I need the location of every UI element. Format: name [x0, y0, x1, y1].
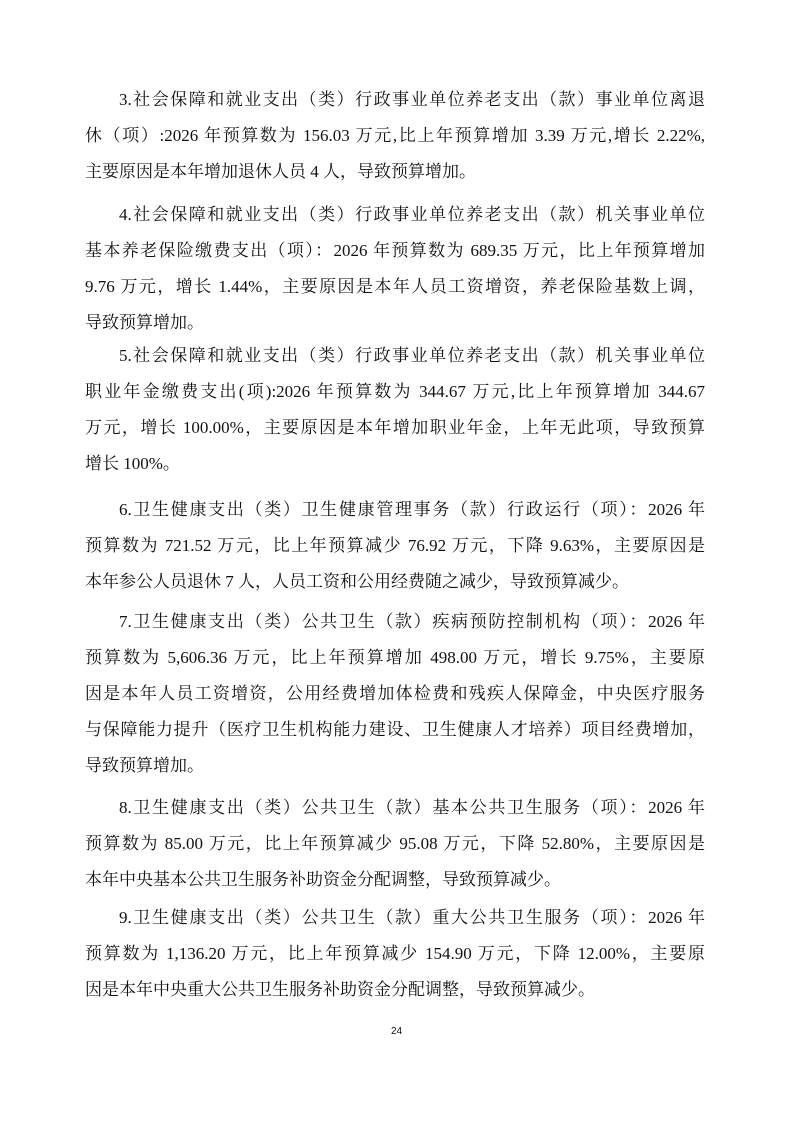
paragraph-3	[85, 82, 705, 190]
text-line: 4.社会保障和就业支出（类）行政事业单位养老支出（款）机关事业单位	[119, 205, 705, 224]
text-line: 预算数为 721.52 万元，比上年预算减少 76.92 万元，下降 9.63%，主要原因是	[85, 536, 705, 555]
text-line: 主要原因是本年增加退休人员 4 人，导致预算增加。	[85, 162, 476, 181]
text-line: 3.社会保障和就业支出（类）行政事业单位养老支出（款）事业单位离退	[119, 90, 705, 109]
text-line: 预算数为 85.00 万元，比上年预算减少 95.08 万元，下降 52.80%，主要原因是	[85, 834, 705, 853]
paragraph-7	[85, 604, 705, 784]
text-line: 因是本年人员工资增资，公用经费增加体检费和残疾人保障金，中央医疗服务	[85, 684, 705, 703]
text-line: 休（项）:2026 年预算数为 156.03 万元,比上年预算增加 3.39 万元,增长 2.22%,	[85, 126, 705, 145]
text-line: 9.76 万元，增长 1.44%，主要原因是本年人员工资增资，养老保险基数上调，	[85, 277, 705, 296]
text-line: 万元，增长 100.00%，主要原因是本年增加职业年金，上年无此项，导致预算	[85, 418, 705, 437]
text-line: 本年中央基本公共卫生服务补助资金分配调整，导致预算减少。	[85, 870, 561, 889]
text-line: 预算数为 5,606.36 万元，比上年预算增加 498.00 万元，增长 9.75%，主要原	[85, 648, 705, 667]
text-line: 增长 100%。	[85, 454, 180, 473]
text-line: 9.卫生健康支出（类）公共卫生（款）重大公共卫生服务（项）：2026 年	[119, 908, 705, 927]
text-line: 预算数为 1,136.20 万元，比上年预算减少 154.90 万元，下降 12.00%，主要原	[85, 944, 705, 963]
text-line: 与保障能力提升（医疗卫生机构能力建设、卫生健康人才培养）项目经费增加，	[85, 720, 705, 739]
paragraph-9	[85, 900, 705, 1008]
text-line: 因是本年中央重大公共卫生服务补助资金分配调整，导致预算减少。	[85, 980, 595, 999]
text-line: 本年参公人员退休 7 人，人员工资和公用经费随之减少，导致预算减少。	[85, 572, 629, 591]
text-line: 6.卫生健康支出（类）卫生健康管理事务（款）行政运行（项）：2026 年	[119, 500, 705, 519]
paragraph-4	[85, 197, 705, 341]
text-line: 导致预算增加。	[85, 313, 204, 332]
paragraph-6	[85, 492, 705, 600]
paragraph-5	[85, 338, 705, 482]
text-line: 职业年金缴费支出(项):2026 年预算数为 344.67 万元,比上年预算增加 344.67	[85, 382, 705, 401]
page-number: 24	[390, 1026, 403, 1037]
text-line: 基本养老保险缴费支出（项）：2026 年预算数为 689.35 万元，比上年预算增加	[85, 241, 705, 260]
text-line: 8.卫生健康支出（类）公共卫生（款）基本公共卫生服务（项）：2026 年	[119, 798, 705, 817]
text-line: 5.社会保障和就业支出（类）行政事业单位养老支出（款）机关事业单位	[119, 346, 705, 365]
text-line: 导致预算增加。	[85, 756, 204, 775]
paragraph-8	[85, 790, 705, 898]
text-line: 7.卫生健康支出（类）公共卫生（款）疾病预防控制机构（项）：2026 年	[119, 612, 705, 631]
